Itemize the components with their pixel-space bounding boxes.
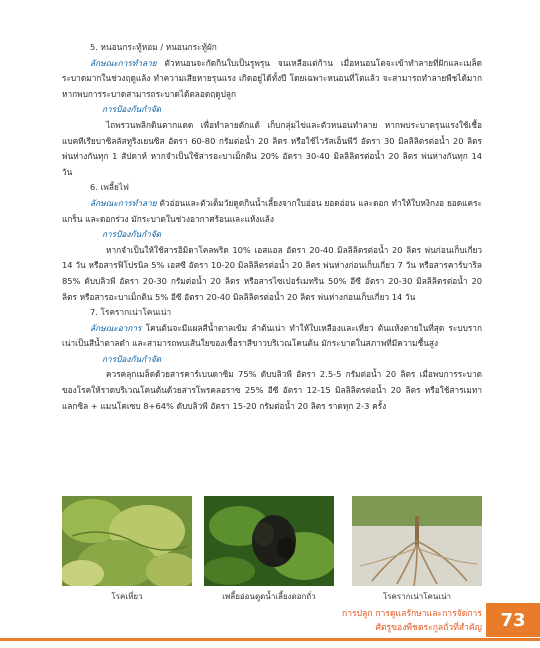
control-text: ควรคลุกเมล็ดด้วยสารคาร์เบนดาซิม 75% ดับบลิวพี อัตรา 2.5-5 กรัมต่อน้ำ 20 ลิตร เมื่อพบการระบาดของโรคให้ราดบริเวณโคนต้นด้วยสารโพรคลอราซ 25% อีซี อัตรา 12-15 มิลลิลิตรต่อน้ำ 20 ลิตร หรือใช้สารเมทาแลกซิล + แมนโคเซบ 8+64% ดับบลิวพี อัตรา 15-20 กรัมต่อน้ำ 20 ลิตร ราดทุก 2-3 ครั้ง: [62, 369, 482, 411]
page-number: 73: [486, 603, 540, 637]
control-heading: การป้องกันกำจัด: [102, 353, 162, 364]
damage-text: ตัวหนอนจะกัดกินใบเป็นรูพรุน จนเหลือแต่ก้าน เมื่อหนอนโตจะเข้าทำลายที่ฝักและเมล็ด ระบาดมากในช่วงฤดูแล้ง ทำความเสียหายรุนแรง เกิดอยู่ได้ทั้งปี โดยเฉพาะหนอนที่โตแล้ว จะสามารถทำลายพืชได้มาก หากพบการระบาดสามารถระบาดได้ตลอดฤดูปลูก: [62, 57, 482, 99]
root-rot-photo: [352, 496, 482, 586]
article-body: [62, 40, 482, 414]
section-title: 7. โรครากเน่าโคนเน่า: [90, 307, 172, 318]
aphid-on-flower-photo: [204, 496, 334, 586]
damage-text: โคนต้นจะมีแผลสีน้ำตาลเข้ม ลำต้นเน่า ทำให้ใบเหลืองและเหี่ยว ต้นแห้งตายในที่สุด ระบบรากเน่าเป็นสีน้ำตาลดำ และสามารถพบเส้นใยของเชื้อราสีขาวบริเวณโคนต้น มักระบาดในสภาพที่มีความชื้นสูง: [62, 322, 482, 349]
damage-label: ลักษณะอาการ: [90, 322, 142, 333]
control-text: หากจำเป็นให้ใช้สารอิมิดาโคลพริด 10% เอสแอล อัตรา 20-40 มิลลิลิตรต่อน้ำ 20 ลิตร พ่นก่อนเก็บเกี่ยว 14 วัน หรือสารฟิโปรนิล 5% เอสซี อัตรา 10-20 มิลลิลิตรต่อน้ำ 20 ลิตร พ่นห่างก่อนเก็บเกี่ยว 7 วัน หรือสารคาร์บาริล 85% ดับบลิวพี อัตรา 20-30 กรัมต่อน้ำ 20 ลิตร หรือสารไซเปอร์เมทริน 50% อีซี อัตรา 20-30 มิลลิลิตรต่อน้ำ 20 ลิตร หรือสารอะบาเม็กติน 5% อีซี อัตรา 20-40 มิลลิลิตรต่อน้ำ 20 ลิตร พ่นห่างก่อนเก็บเกี่ยว 14 วัน: [62, 244, 482, 302]
damage-label: ลักษณะการทำลาย: [90, 57, 157, 68]
damage-paragraph: [62, 196, 482, 227]
control-text: ไถพรวนพลิกดินตากแดด เพื่อทำลายดักแด้ เก็บกลุ่มไข่และตัวหนอนทำลาย หากพบระบาดรุนแรงใช้เชื้อแบคทีเรียบาซิลลัสทูริงเยนซิส อัตรา 60-80 กรัมต่อน้ำ 20 ลิตร หรือใช้ไวรัสเอ็นพีวี อัตรา 30 มิลลิลิตรต่อน้ำ 20 ลิตร พ่นห่างกันทุก 1 สัปดาห์ หากจำเป็นใช้สารอะบาเม็กติน 20% อัตรา 30-40 มิลลิลิตรต่อน้ำ 20 ลิตร พ่นห่างกันทุก 14 วัน: [62, 119, 482, 177]
footer-line-1: การปลูก การดูแลรักษาและการจัดการ: [342, 609, 482, 619]
damage-paragraph: [62, 56, 482, 103]
footer-line-2: ศัตรูของพืชตระกูลถั่วที่สำคัญ: [375, 623, 482, 633]
photo-caption: โรคเหี่ยว: [111, 592, 143, 601]
damage-label: ลักษณะการทำลาย: [90, 197, 157, 208]
running-footer: [342, 607, 482, 635]
photo-strip: [62, 496, 482, 586]
damage-text: ตัวอ่อนและตัวเต็มวัยดูดกินน้ำเลี้ยงจากใบอ่อน ยอดอ่อน และดอก ทำให้ใบหงิกงอ ยอดแคระแกร็น และดอกร่วง มักระบาดในช่วงอากาศร้อนและแห้งแล้ง: [62, 197, 482, 224]
control-heading: การป้องกันกำจัด: [102, 229, 162, 240]
photo-caption: โรครากเน่าโคนเน่า: [382, 592, 452, 601]
footer-rule: [0, 638, 540, 641]
section-title: 6. เพลี้ยไฟ: [90, 182, 129, 193]
wilt-disease-photo: [62, 496, 192, 586]
photo-caption: เพลี้ยอ่อนดูดน้ำเลี้ยงดอกถั่ว: [222, 592, 316, 601]
damage-paragraph: [62, 321, 482, 352]
control-heading: การป้องกันกำจัด: [102, 104, 162, 115]
section-title: 5. หนอนกระทู้หอม / หนอนกระทู้ผัก: [90, 42, 217, 52]
